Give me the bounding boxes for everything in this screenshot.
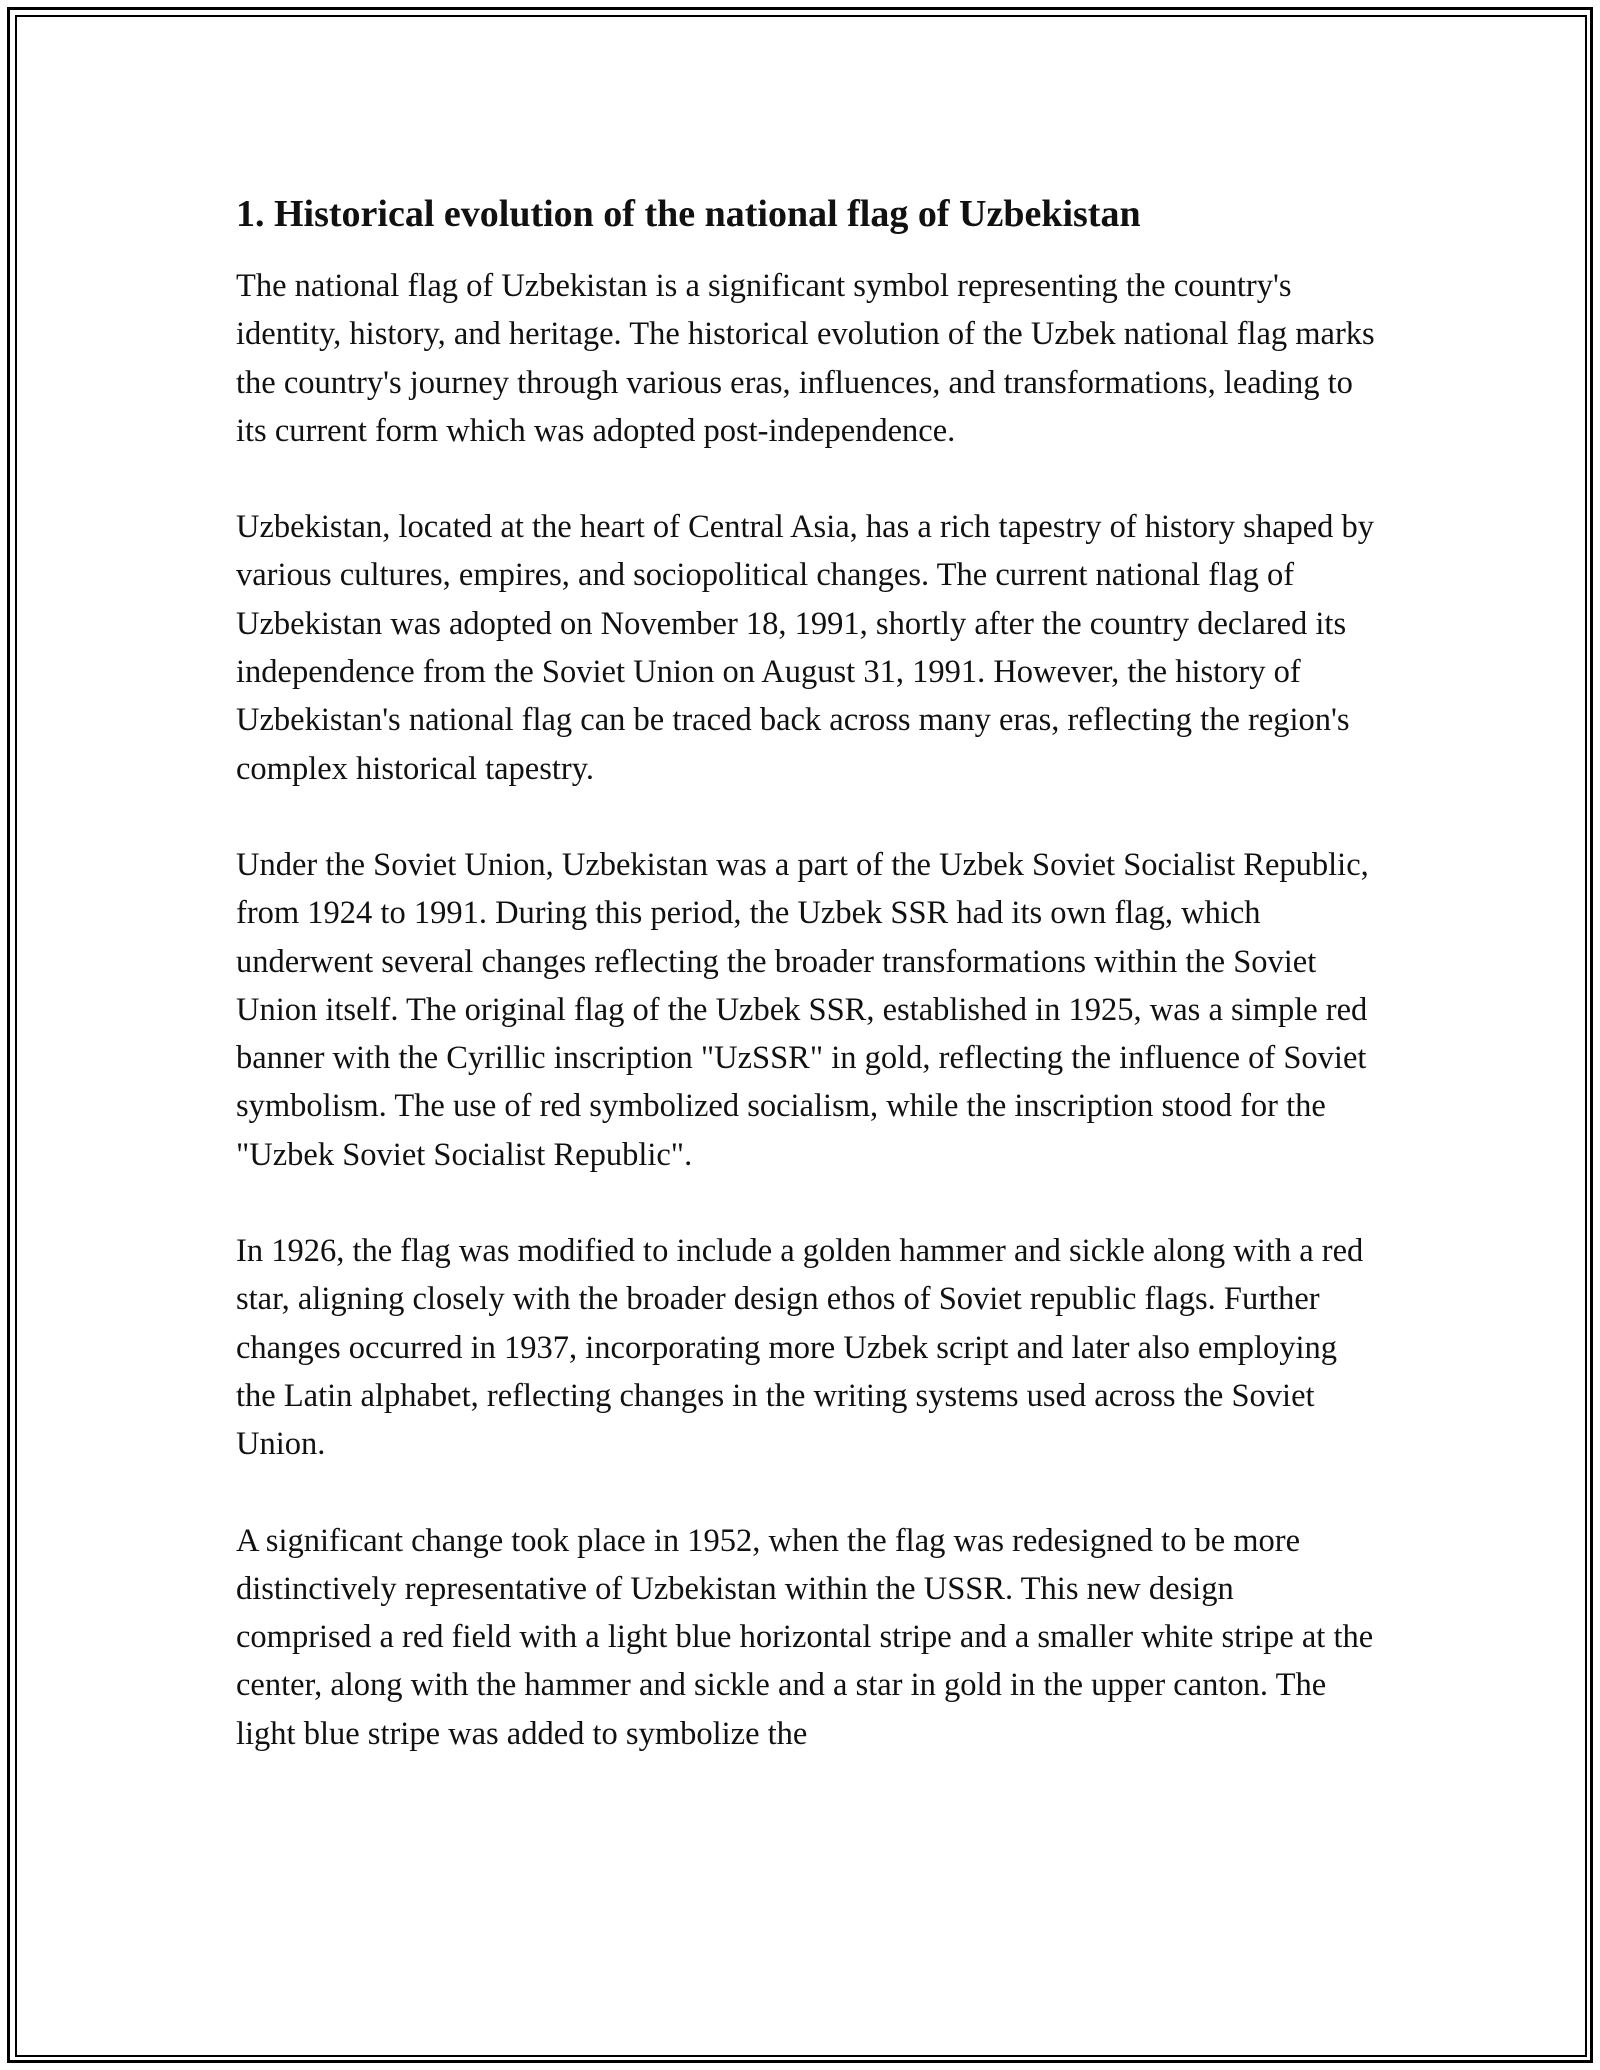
paragraph-soviet-union: Under the Soviet Union, Uzbekistan was a part of the Uzbek Soviet Socialist Republic, from 1924 to 1991. During this period, the Uzbek SSR had its own flag, which underwent several changes reflecting the broader transformations within the Soviet Union itself. The original flag of the Uzbek SSR, established in 1925, was a simple red banner with the Cyrillic inscription "UzSSR" in gold, reflecting the influence of Soviet symbolism. The use of red symbolized socialism, while the inscription stood for the "Uzbek Soviet Socialist Republic". [236,846,1369,1173]
document-body [236,186,1376,1806]
paragraph-1926-changes: In 1926, the flag was modified to include a golden hammer and sickle along with a red star, aligning closely with the broader design ethos of Soviet republic flags. Further changes occurred in 1937, incorporating more Uzbek script and later also employing the Latin alphabet, reflecting changes in the writing systems used across the Soviet Union. [236,1233,1364,1463]
paragraph-central-asia: Uzbekistan, located at the heart of Central Asia, has a rich tapestry of history shaped by various cultures, empires, and sociopolitical changes. The current national flag of Uzbekistan was adopted on November 18, 1991, shortly after the country declared its independence from the Soviet Union on August 31, 1991. However, the history of Uzbekistan's national flag can be traced back across many eras, reflecting the region's complex historical tapestry. [236,509,1375,787]
paragraph-intro: The national flag of Uzbekistan is a significant symbol representing the country's identity, history, and heritage. The historical evolution of the Uzbek national flag marks the country's journey through various eras, influences, and transformations, leading to its current form which was adopted post-independence. [236,268,1375,449]
section-heading: 1. Historical evolution of the national flag of Uzbekistan [236,193,1141,235]
paragraph-1952-redesign: A significant change took place in 1952, when the flag was redesigned to be more distinctively representative of Uzbekistan within the USSR. This new design comprised a red field with a light blue horizontal stripe and a smaller white stripe at the center, along with the hammer and sickle and a star in gold in the upper canton. The light blue stripe was added to symbolize the [236,1522,1374,1752]
